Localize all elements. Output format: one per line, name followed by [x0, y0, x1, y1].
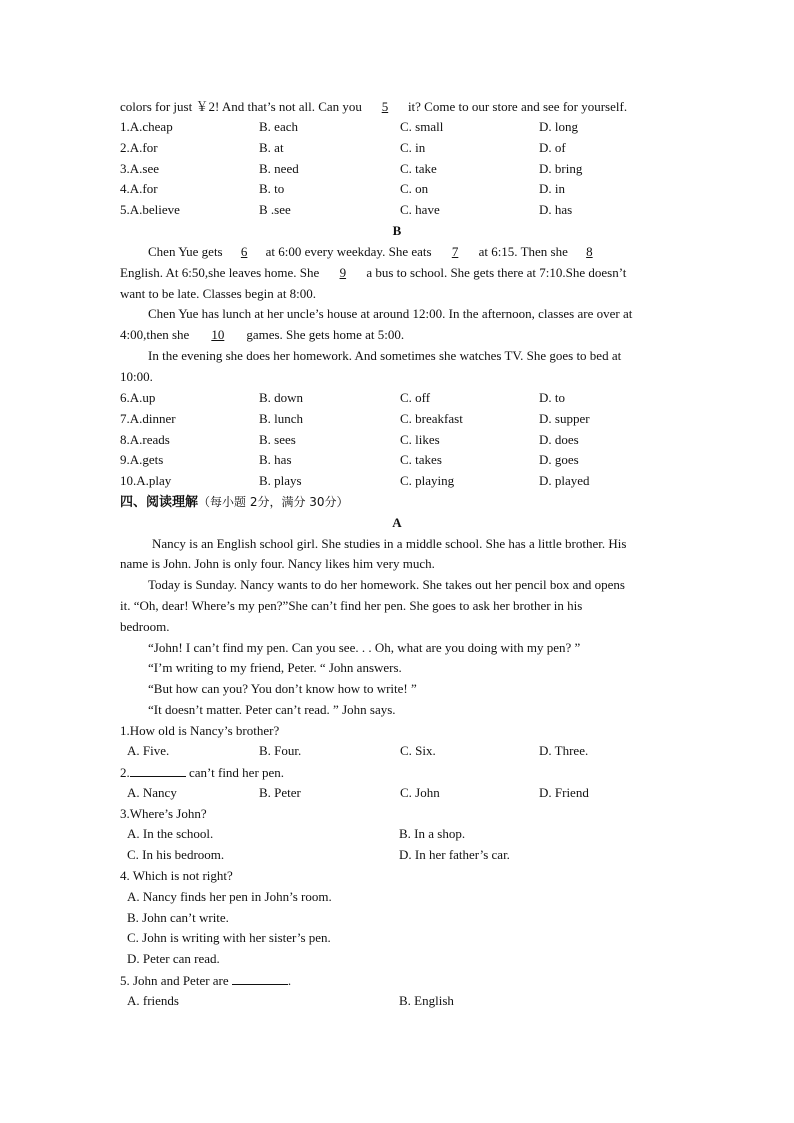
option-c[interactable]: C. take	[400, 160, 437, 176]
option-a[interactable]: 4.A.for	[120, 181, 158, 197]
option-c[interactable]: C. breakfast	[400, 410, 463, 426]
option-d[interactable]: D. Peter can read.	[127, 951, 220, 966]
option-b[interactable]: B. down	[259, 390, 304, 405]
option-a[interactable]: A. Nancy	[127, 785, 177, 800]
question-3-options	[0, 847, 794, 863]
option-c[interactable]: C. in	[400, 139, 426, 155]
text: .	[287, 973, 292, 988]
blank-9: 9	[339, 265, 347, 280]
option-c[interactable]: C. have	[400, 202, 440, 217]
option-row	[0, 181, 794, 197]
question-2-stem	[120, 764, 284, 781]
option-a[interactable]: A. In the school.	[127, 826, 214, 841]
section-title: 四、阅读理解	[120, 495, 199, 510]
option-c[interactable]: C. playing	[400, 473, 455, 488]
option-c[interactable]: C. takes	[400, 452, 442, 468]
question-3-options	[0, 826, 794, 842]
question-1-options	[0, 743, 794, 759]
option-b[interactable]: B. has	[259, 452, 292, 468]
passage-line: Today is Sunday. Nancy wants to do her homework. She takes out her pencil box and opens	[148, 577, 625, 592]
option-b[interactable]: B. need	[259, 160, 299, 176]
answer-blank[interactable]	[130, 764, 186, 777]
option-d[interactable]: D. Three.	[539, 743, 589, 758]
text: at 6:15. Then she	[478, 244, 568, 259]
option-row	[0, 140, 794, 156]
option-row	[0, 161, 794, 177]
blank-10: 10	[211, 327, 225, 342]
question-5-options	[0, 993, 794, 1009]
option-b[interactable]: B. at	[259, 139, 284, 155]
blank-5: 5	[381, 99, 389, 114]
passage-b-line: In the evening she does her homework. And sometimes she watches TV. She goes to bed at	[148, 348, 622, 363]
blank-8: 8	[586, 244, 593, 259]
option-b[interactable]: B. sees	[259, 431, 296, 447]
option-row	[0, 432, 794, 448]
option-d[interactable]: D. has	[539, 202, 573, 217]
passage-line: “John! I can’t find my pen. Can you see. . . Oh, what are you doing with my pen? ”	[148, 640, 581, 655]
question-5-stem	[120, 972, 291, 989]
option-a[interactable]: 7.A.dinner	[120, 410, 176, 426]
option-a[interactable]: A. Five.	[127, 743, 170, 758]
option-b[interactable]: B. each	[259, 119, 298, 134]
question-4-stem: 4. Which is not right?	[120, 868, 233, 883]
option-b[interactable]: B. English	[399, 993, 454, 1008]
passage-b-line: want to be late. Classes begin at 8:00.	[120, 286, 317, 301]
passage-line: “I’m writing to my friend, Peter. “ John answers.	[148, 660, 402, 675]
option-d[interactable]: D. in	[539, 181, 565, 197]
passage-b-line	[120, 327, 404, 343]
passage-b-line	[148, 244, 611, 260]
option-a[interactable]: A. friends	[127, 993, 179, 1008]
question-2-options	[0, 785, 794, 801]
option-b[interactable]: B. In a shop.	[399, 826, 466, 841]
passage-b-line: Chen Yue has lunch at her uncle’s house at around 12:00. In the afternoon, classes are over at	[148, 306, 633, 321]
option-c[interactable]: C. In his bedroom.	[127, 847, 225, 862]
option-row	[0, 411, 794, 427]
text: games. She gets home at 5:00.	[246, 327, 405, 342]
option-a[interactable]: 9.A.gets	[120, 452, 164, 468]
option-a[interactable]: 8.A.reads	[120, 431, 170, 447]
option-b[interactable]: B. to	[259, 181, 285, 197]
question-3-stem: 3.Where’s John?	[120, 806, 207, 821]
section-four-title	[120, 494, 349, 511]
option-b[interactable]: B. John can’t write.	[127, 910, 229, 925]
passage-line: bedroom.	[120, 619, 170, 634]
option-c[interactable]: C. off	[400, 390, 431, 405]
question-1-stem: 1.How old is Nancy’s brother?	[120, 723, 280, 738]
text: at 6:00 every weekday. She eats	[265, 244, 432, 259]
text: English. At 6:50,she leaves home. She	[120, 265, 320, 280]
option-c[interactable]: C. on	[400, 181, 429, 197]
passage-line: it. “Oh, dear! Where’s my pen?”She can’t find her pen. She goes to ask her brother in his	[120, 598, 583, 613]
cloze-a-final-line	[120, 99, 627, 115]
option-b[interactable]: B. Peter	[259, 785, 301, 800]
option-c[interactable]: C. likes	[400, 431, 440, 447]
option-row	[0, 452, 794, 468]
option-d[interactable]: D. goes	[539, 452, 579, 468]
blank-7: 7	[451, 244, 459, 259]
section-note: （每小题 2分，满分 30分）	[198, 495, 349, 509]
option-d[interactable]: D. Friend	[539, 785, 589, 800]
passage-line: “But how can you? You don’t know how to write! ”	[148, 681, 417, 696]
option-a[interactable]: 2.A.for	[120, 139, 158, 155]
text: Chen Yue gets	[148, 244, 223, 259]
text: it? Come to our store and see for yourself.	[407, 99, 628, 114]
option-d[interactable]: D. In her father’s car.	[399, 847, 510, 862]
blank-6: 6	[240, 244, 248, 259]
option-d[interactable]: D. does	[539, 431, 579, 447]
text: can’t find her pen.	[185, 765, 285, 780]
text: 4:00,then she	[120, 327, 190, 342]
option-a[interactable]: 3.A.see	[120, 160, 159, 176]
option-d[interactable]: D. supper	[539, 410, 590, 426]
option-d[interactable]: D. played	[539, 473, 590, 488]
option-a[interactable]: A. Nancy finds her pen in John’s room.	[127, 889, 332, 904]
passage-line: Nancy is an English school girl. She studies in a middle school. She has a little brother. His	[152, 536, 627, 551]
passage-b-line: 10:00.	[120, 369, 153, 384]
question-number: 2.	[120, 765, 130, 780]
option-c[interactable]: C. Six.	[400, 743, 436, 758]
option-d[interactable]: D. long	[539, 119, 578, 134]
option-c[interactable]: C. small	[400, 119, 444, 134]
answer-blank[interactable]	[232, 972, 288, 985]
reading-a-heading: A	[392, 515, 402, 530]
option-row	[0, 390, 794, 406]
option-d[interactable]: D. bring	[539, 160, 583, 176]
passage-line: name is John. John is only four. Nancy likes him very much.	[120, 556, 435, 571]
option-c[interactable]: C. John	[400, 785, 440, 800]
option-c[interactable]: C. John is writing with her sister’s pen.	[127, 930, 331, 945]
option-a[interactable]: 5.A.believe	[120, 202, 180, 217]
passage-line: “It doesn’t matter. Peter can’t read. ” John says.	[148, 702, 396, 717]
option-d[interactable]: D. of	[539, 139, 566, 155]
option-b[interactable]: B .see	[259, 202, 291, 217]
option-a[interactable]: 6.A.up	[120, 390, 156, 405]
option-b[interactable]: B. lunch	[259, 410, 304, 426]
section-b-heading: B	[392, 223, 402, 238]
text: 5. John and Peter are	[120, 973, 232, 988]
option-b[interactable]: B. plays	[259, 473, 302, 488]
passage-b-line	[120, 265, 626, 281]
option-d[interactable]: D. to	[539, 390, 565, 405]
option-row	[0, 473, 794, 489]
option-a[interactable]: 1.A.cheap	[120, 119, 173, 134]
option-b[interactable]: B. Four.	[259, 743, 302, 758]
option-row	[0, 202, 794, 218]
option-a[interactable]: 10.A.play	[120, 473, 172, 488]
text: a bus to school. She gets there at 7:10.She doesn’t	[366, 265, 627, 280]
text: colors for just ￥2! And that’s not all. Can you	[120, 99, 362, 114]
option-row	[0, 119, 794, 135]
